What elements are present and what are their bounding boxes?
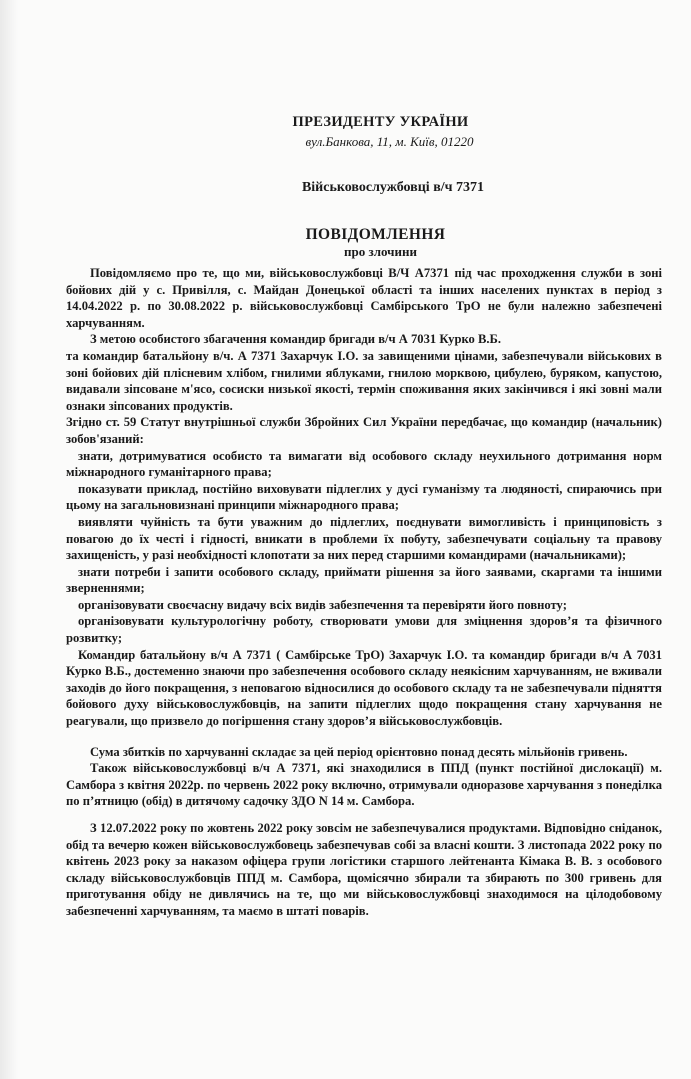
- scan-shadow: [0, 0, 18, 1079]
- addressee-address: вул.Банкова, 11, м. Київ, 01220: [305, 134, 474, 149]
- paragraph: знати потреби і запити особового складу, приймати рішення за його заявами, скаргами та іншими зверненнями;: [66, 564, 662, 596]
- paragraph: Також військовослужбовці в/ч А 7371, які знаходилися в ППД (пункт постійної дислокації) м. Самбора з квітня 2022р. по червень 2022 року включно, отримували одноразове харчування з понеділка по п’ятницю (обід) в дитячому садочку ЗДО N 14 м. Самбора.: [66, 761, 662, 809]
- document-title: ПОВІДОМЛЕННЯ: [305, 226, 446, 243]
- addressee: ПРЕЗИДЕНТУ УКРАЇНИ: [292, 114, 469, 130]
- paragraph: знати, дотримуватися особисто та вимагати від особового складу неухильного дотримання норм міжнародного гуманітарного права;: [66, 448, 662, 480]
- paragraph: та командир батальйону в/ч. А 7371 Захарчук І.О. за завищеними цінами, забезпечували військових в зоні бойових дій плісневим хлібом, гнилими яблуками, гнилою морквою, цибулею, буряком, капустою, видавали зіпсоване м'ясо, сосиски низької якості, термін споживання яких закінчився і які зовні мали ознаки зіпсованих продуктів.: [66, 348, 662, 413]
- paragraph: організовувати культурологічну роботу, створювати умови для зміцнення здоров’я та фізичного розвитку;: [66, 614, 662, 646]
- document-subtitle: про злочини: [344, 244, 417, 259]
- paragraph: Командир батальйону в/ч А 7371 ( Самбірське ТрО) Захарчук І.О. та командир бригади в/ч А 7031 Курко В.Б., достеменно знаючи про забезпечення особового складу неякісним харчуванням, не вживали заходів до його покращення, з неповагою відносилися до особового складу та не забезпечували підняття бойового духу військовослужбовців, на запити підлеглих щодо покращення стану харчування не реагували, що призвело до погіршення стану здоров’я військовослужбовців.: [66, 647, 662, 729]
- paragraph: З метою особистого збагачення командир бригади в/ч А 7031 Курко В.Б.: [90, 332, 502, 347]
- paragraph: організовувати своєчасну видачу всіх видів забезпечення та перевіряти його повноту;: [78, 597, 567, 612]
- paragraph: виявляти чуйність та бути уважним до підлеглих, поєднувати вимогливість і принциповість з повагою до їх честі і гідності, вникати в проблеми їх побуту, забезпечувати соціальну та правову захищеність, у разі необхідності клопотати за них перед старшими командирами (начальниками);: [66, 514, 662, 563]
- paragraph: Повідомляємо про те, що ми, військовослужбовці В/Ч А7371 під час проходження служби в зоні бойових дій у с. Привілля, с. Майдан Донецької області та інших населених пунктах в період з 14.04.2022 р. по 30.08.2022 р. військовослужбовці Самбірського ТрО не були належно забезпечені харчуванням.: [66, 266, 662, 330]
- spacer: [66, 730, 662, 744]
- spacer: [66, 810, 662, 820]
- paragraph: показувати приклад, постійно виховувати підлеглих у дусі гуманізму та людяності, спираючись при цьому на загальновизнані принципи міжнародного права;: [66, 481, 662, 513]
- paragraph: З 12.07.2022 року по жовтень 2022 року зовсім не забезпечувалися продуктами. Відповідно сніданок, обід та вечерю кожен військовослужбовець забезпечував собі за власні кошти. З листопада 2022 року по квітень 2023 року за наказом офіцера групи логістики старшого лейтенанта Кімака В. В. з особового складу військовослужбовців ППД м. Самбора, щомісячно збирали та збирають по 300 гривень для приготування обіду не дивлячись на те, що ми військовослужбовці знаходимося на цілодобовому забезпеченні харчуванням, та маємо в штаті поварів.: [66, 821, 662, 918]
- document-body: [66, 265, 662, 920]
- sender: Військовослужбовці в/ч 7371: [301, 180, 485, 195]
- paragraph: Сума збитків по харчуванні складає за цей період орієнтовно понад десять мільйонів гривень.: [90, 744, 628, 759]
- paragraph: Згідно ст. 59 Статут внутрішньої служби Збройних Сил України передбачає, що командир (начальник) зобов'язаний:: [66, 415, 662, 446]
